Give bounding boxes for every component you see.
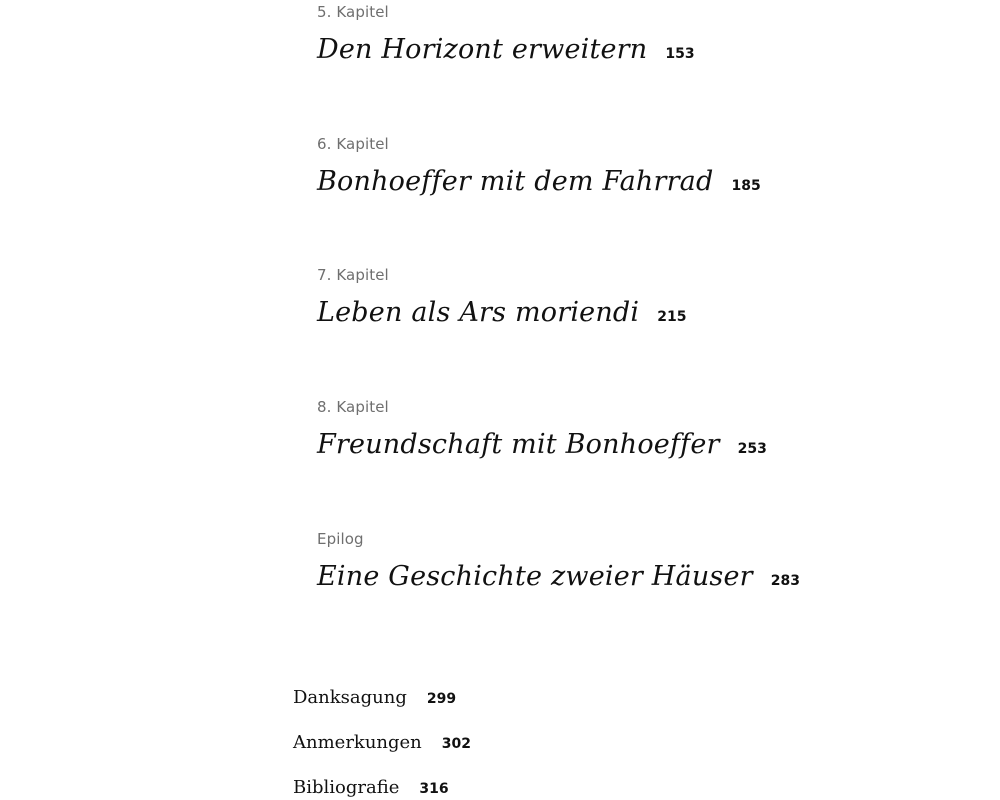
backmatter-page-number: 316: [419, 781, 449, 797]
chapter-label: 7. Kapitel: [317, 266, 389, 284]
toc-entry-chapter-5: [317, 3, 837, 66]
chapter-line: [317, 429, 837, 461]
toc-entry-danksagung: [293, 687, 456, 709]
chapter-title: Freundschaft mit Bonhoeffer: [317, 429, 720, 460]
chapter-label: 5. Kapitel: [317, 3, 389, 21]
chapter-title: Den Horizont erweitern: [317, 34, 648, 65]
chapter-title: Eine Geschichte zweier Häuser: [317, 561, 753, 592]
toc-entry-epilog: [317, 530, 837, 593]
toc-entry-anmerkungen: [293, 732, 471, 754]
chapter-label: 6. Kapitel: [317, 135, 389, 153]
backmatter-page-number: 299: [426, 691, 457, 707]
chapter-page-number: 215: [657, 309, 687, 325]
toc-entry-chapter-8: [317, 398, 837, 461]
toc-entry-chapter-6: [317, 135, 837, 198]
chapter-line: [317, 297, 837, 329]
backmatter-page-number: 302: [441, 736, 472, 752]
backmatter-label: Anmerkungen: [293, 732, 422, 753]
toc-entry-chapter-7: [317, 266, 837, 329]
chapter-page-number: 185: [731, 178, 761, 194]
backmatter-label: Bibliografie: [293, 777, 400, 798]
chapter-line: [317, 166, 837, 198]
chapter-label: 8. Kapitel: [317, 398, 389, 416]
toc-entry-bibliografie: [293, 777, 449, 799]
chapter-title: Bonhoeffer mit dem Fahrrad: [317, 166, 714, 197]
backmatter-label: Danksagung: [293, 687, 407, 708]
chapter-page-number: 283: [770, 573, 800, 589]
chapter-line: [317, 34, 837, 66]
chapter-label: Epilog: [317, 530, 364, 548]
chapter-title: Leben als Ars moriendi: [317, 297, 640, 328]
chapter-line: [317, 561, 837, 593]
chapter-page-number: 153: [665, 46, 695, 62]
chapter-page-number: 253: [737, 441, 767, 457]
